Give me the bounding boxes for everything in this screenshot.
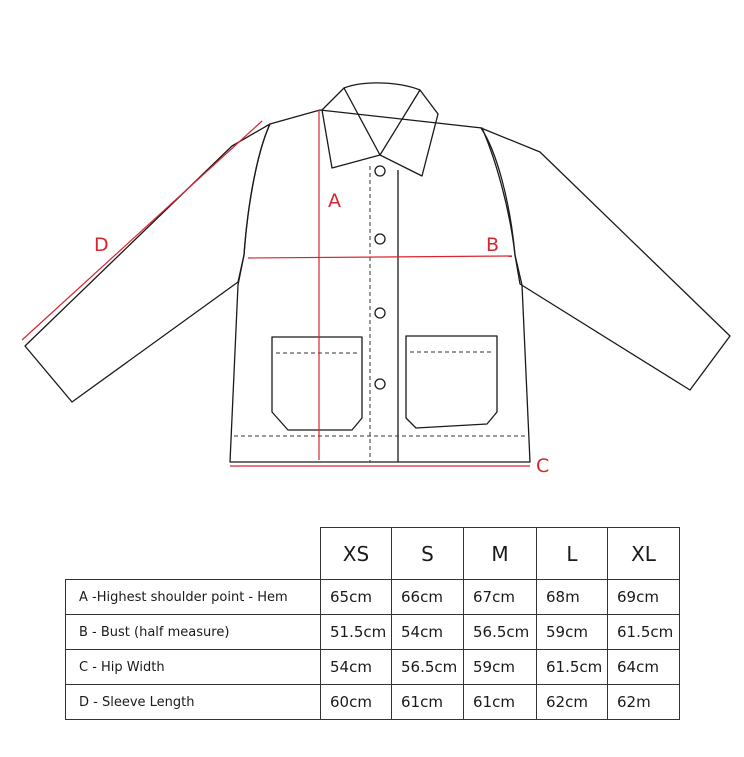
table-cell: 59cm: [537, 615, 608, 650]
label-c: C: [536, 455, 550, 477]
table-cell: 61.5cm: [537, 650, 608, 685]
button-4: [375, 379, 385, 389]
size-header-xs: XS: [321, 528, 392, 580]
row-label-b: B - Bust (half measure): [66, 615, 321, 650]
table-cell: 60cm: [321, 685, 392, 720]
collar-back: [344, 83, 420, 90]
button-2: [375, 234, 385, 244]
row-label-d: D - Sleeve Length: [66, 685, 321, 720]
jacket-body: [230, 110, 530, 462]
table-row: [66, 685, 680, 720]
size-table: [65, 527, 680, 720]
button-1: [375, 166, 385, 176]
jacket-outline: [25, 83, 730, 462]
right-pocket: [406, 336, 497, 428]
table-cell: 62cm: [537, 685, 608, 720]
collar-right: [380, 90, 438, 176]
measure-line-b: [248, 256, 512, 258]
table-cell: 59cm: [464, 650, 537, 685]
table-cell: 65cm: [321, 580, 392, 615]
size-header-xl: XL: [608, 528, 680, 580]
row-label-c: C - Hip Width: [66, 650, 321, 685]
size-header-row: [66, 528, 680, 580]
table-cell: 69cm: [608, 580, 680, 615]
left-pocket: [272, 337, 362, 430]
right-sleeve: [481, 128, 730, 390]
table-cell: 54cm: [392, 615, 464, 650]
table-cell: 61.5cm: [608, 615, 680, 650]
left-sleeve: [25, 124, 270, 402]
measure-line-d: [22, 121, 262, 340]
table-cell: 64cm: [608, 650, 680, 685]
size-header-s: S: [392, 528, 464, 580]
table-row: [66, 615, 680, 650]
size-header-m: M: [464, 528, 537, 580]
table-cell: 62m: [608, 685, 680, 720]
measure-lines: [22, 110, 530, 466]
table-cell: 54cm: [321, 650, 392, 685]
collar-left: [322, 88, 380, 168]
label-b: B: [486, 234, 500, 256]
table-row: [66, 650, 680, 685]
button-3: [375, 308, 385, 318]
label-a: A: [328, 190, 341, 212]
row-label-a: A -Highest shoulder point - Hem: [66, 580, 321, 615]
size-header-l: L: [537, 528, 608, 580]
table-cell: 67cm: [464, 580, 537, 615]
table-cell: 61cm: [392, 685, 464, 720]
table-cell: 68m: [537, 580, 608, 615]
label-d: D: [94, 234, 109, 256]
table-cell: 56.5cm: [392, 650, 464, 685]
table-cell: 61cm: [464, 685, 537, 720]
table-cell: 56.5cm: [464, 615, 537, 650]
table-cell: 51.5cm: [321, 615, 392, 650]
header-blank-cell: [66, 528, 321, 580]
table-row: [66, 580, 680, 615]
table-cell: 66cm: [392, 580, 464, 615]
